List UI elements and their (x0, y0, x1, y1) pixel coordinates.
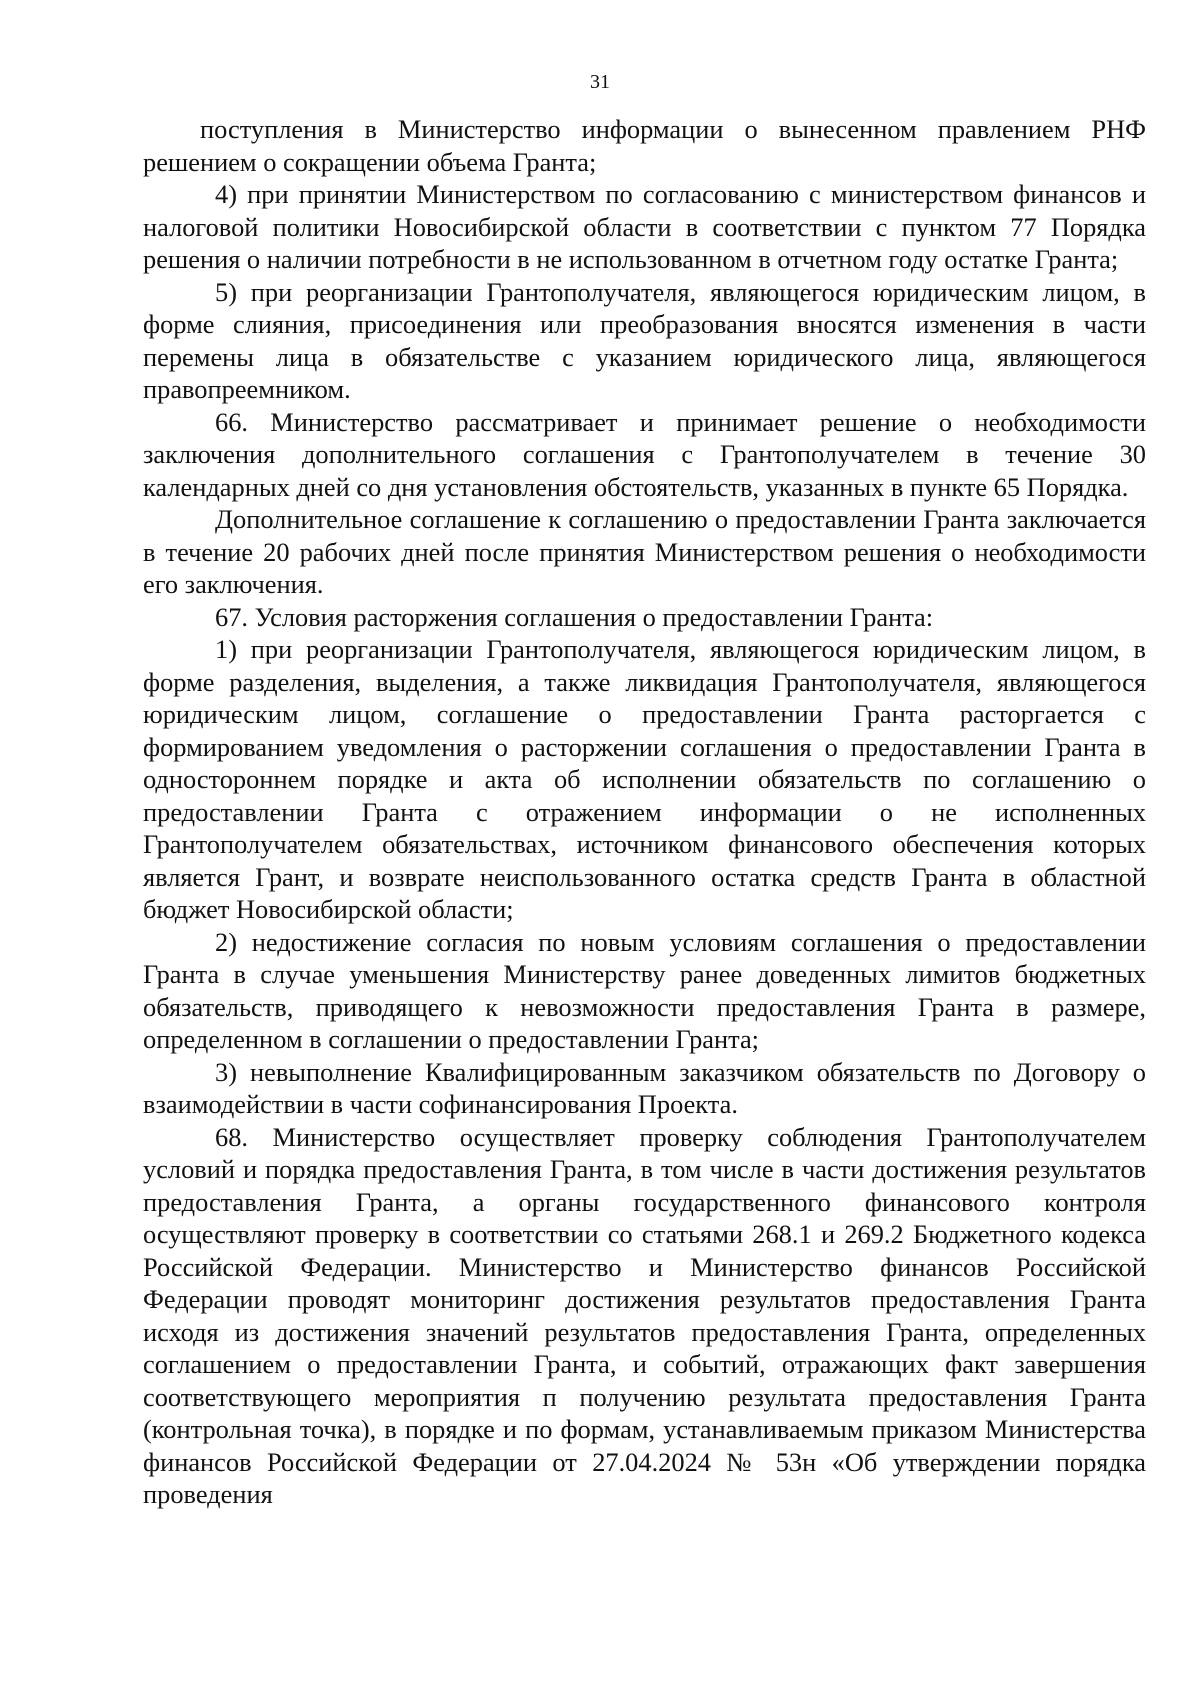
paragraph-clause-66: 66. Министерство рассматривает и принимает решение о необходимости заключения дополнительного соглашения с Грантополучателем в течение 30 календарных дней со дня установления обстоятельств, указанных в пункте 65 Порядка. (143, 406, 1146, 502)
paragraph-item-5: 5) при реорганизации Грантополучателя, являющегося юридическим лицом, в форме слияния, присоединения или преобразования вносятся изменения в части перемены лица в обязательстве с указанием юридического лица, являющегося правопреемником. (143, 276, 1146, 404)
document-body (143, 113, 1146, 1511)
paragraph-item-4: 4) при принятии Министерством по согласованию с министерством финансов и налоговой политики Новосибирской области в соответствии с пунктом 77 Порядка решения о наличии потребности в не использованном в отчетном году остатке Гранта; (143, 179, 1146, 274)
page-number: 31 (590, 71, 610, 93)
paragraph-clause-68: 68. Министерство осуществляет проверку соблюдения Грантополучателем условий и порядка предоставления Гранта, в том числе в части достижения результатов предоставления Гранта, а органы государственного финансового контроля осуществляют проверку в соответствии со статьями 268.1 и 269.2 Бюджетного кодекса Российской Федерации. Министерство и Министерство финансов Российской Федерации проводят мониторинг достижения результатов предоставления Гранта исходя из достижения значений результатов предоставления Гранта, определенных соглашением о предоставлении Гранта, и событий, отражающих факт завершения соответствующего мероприятия п получению результата предоставления Гранта (контрольная точка), в порядке и по формам, устанавливаемым приказом Министерства финансов Российской Федерации от 27.04.2024 № 53н «Об утверждении порядка проведения (143, 1121, 1146, 1509)
paragraph-67-item-1: 1) при реорганизации Грантополучателя, являющегося юридическим лицом, в форме разделения, выделения, а также ликвидация Грантополучателя, являющегося юридическим лицом, соглашение о предоставлении Гранта расторгается с формированием уведомления о расторжении соглашения о предоставлении Гранта в одностороннем порядке и акта об исполнении обязательств по соглашению о предоставлении Гранта с отражением информации о не исполненных Грантополучателем обязательствах, источником финансового обеспечения которых является Грант, и возврате неиспользованного остатка средств Гранта в областной бюджет Новосибирской области; (143, 634, 1146, 924)
paragraph-additional-agreement: Дополнительное соглашение к соглашению о предоставлении Гранта заключается в течение 20 рабочих дней после принятия Министерством решения о необходимости его заключения. (143, 504, 1146, 599)
paragraph-clause-67: 67. Условия расторжения соглашения о предоставлении Гранта: (215, 601, 934, 632)
paragraph-67-item-2: 2) недостижение согласия по новым условиям соглашения о предоставлении Гранта в случае уменьшения Министерству ранее доведенных лимитов бюджетных обязательств, приводящего к невозможности предоставления Гранта в размере, определенном в соглашении о предоставлении Гранта; (143, 926, 1146, 1054)
paragraph-continuation: поступления в Министерство информации о вынесенном правлением РНФ решением о сокращении объема Гранта; (143, 114, 1146, 177)
paragraph-67-item-3: 3) невыполнение Квалифицированным заказчиком обязательств по Договору о взаимодействии в части софинансирования Проекта. (143, 1056, 1146, 1119)
